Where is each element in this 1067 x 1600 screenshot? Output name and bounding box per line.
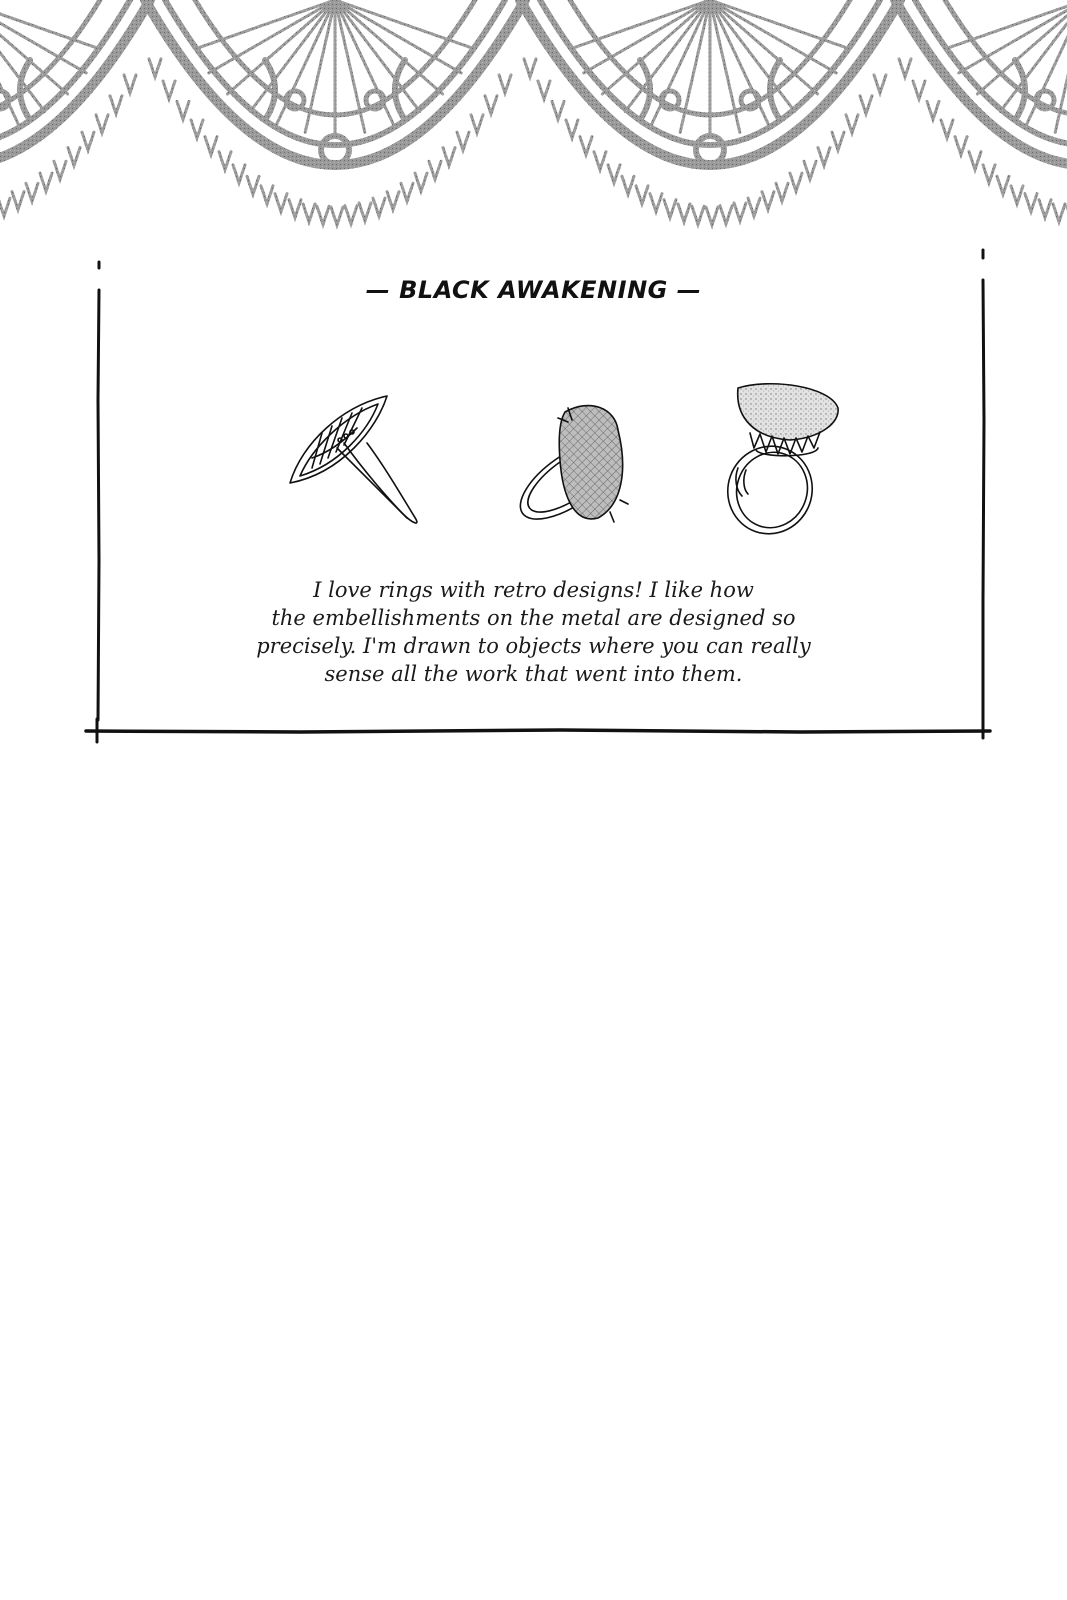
oval-stone-ring-icon: [510, 390, 660, 528]
caption-line: precisely. I'm drawn to objects where you can really: [256, 634, 811, 658]
caption-line: sense all the work that went into them.: [324, 662, 743, 686]
caption-line: I love rings with retro designs! I like how: [313, 578, 754, 602]
caption: [180, 576, 887, 688]
crown-set-ring-icon: [720, 378, 855, 538]
marquise-ring-icon: [282, 388, 432, 538]
caption-line: the embellishments on the metal are designed so: [271, 606, 796, 630]
page-title: — BLACK AWAKENING —: [365, 276, 702, 304]
